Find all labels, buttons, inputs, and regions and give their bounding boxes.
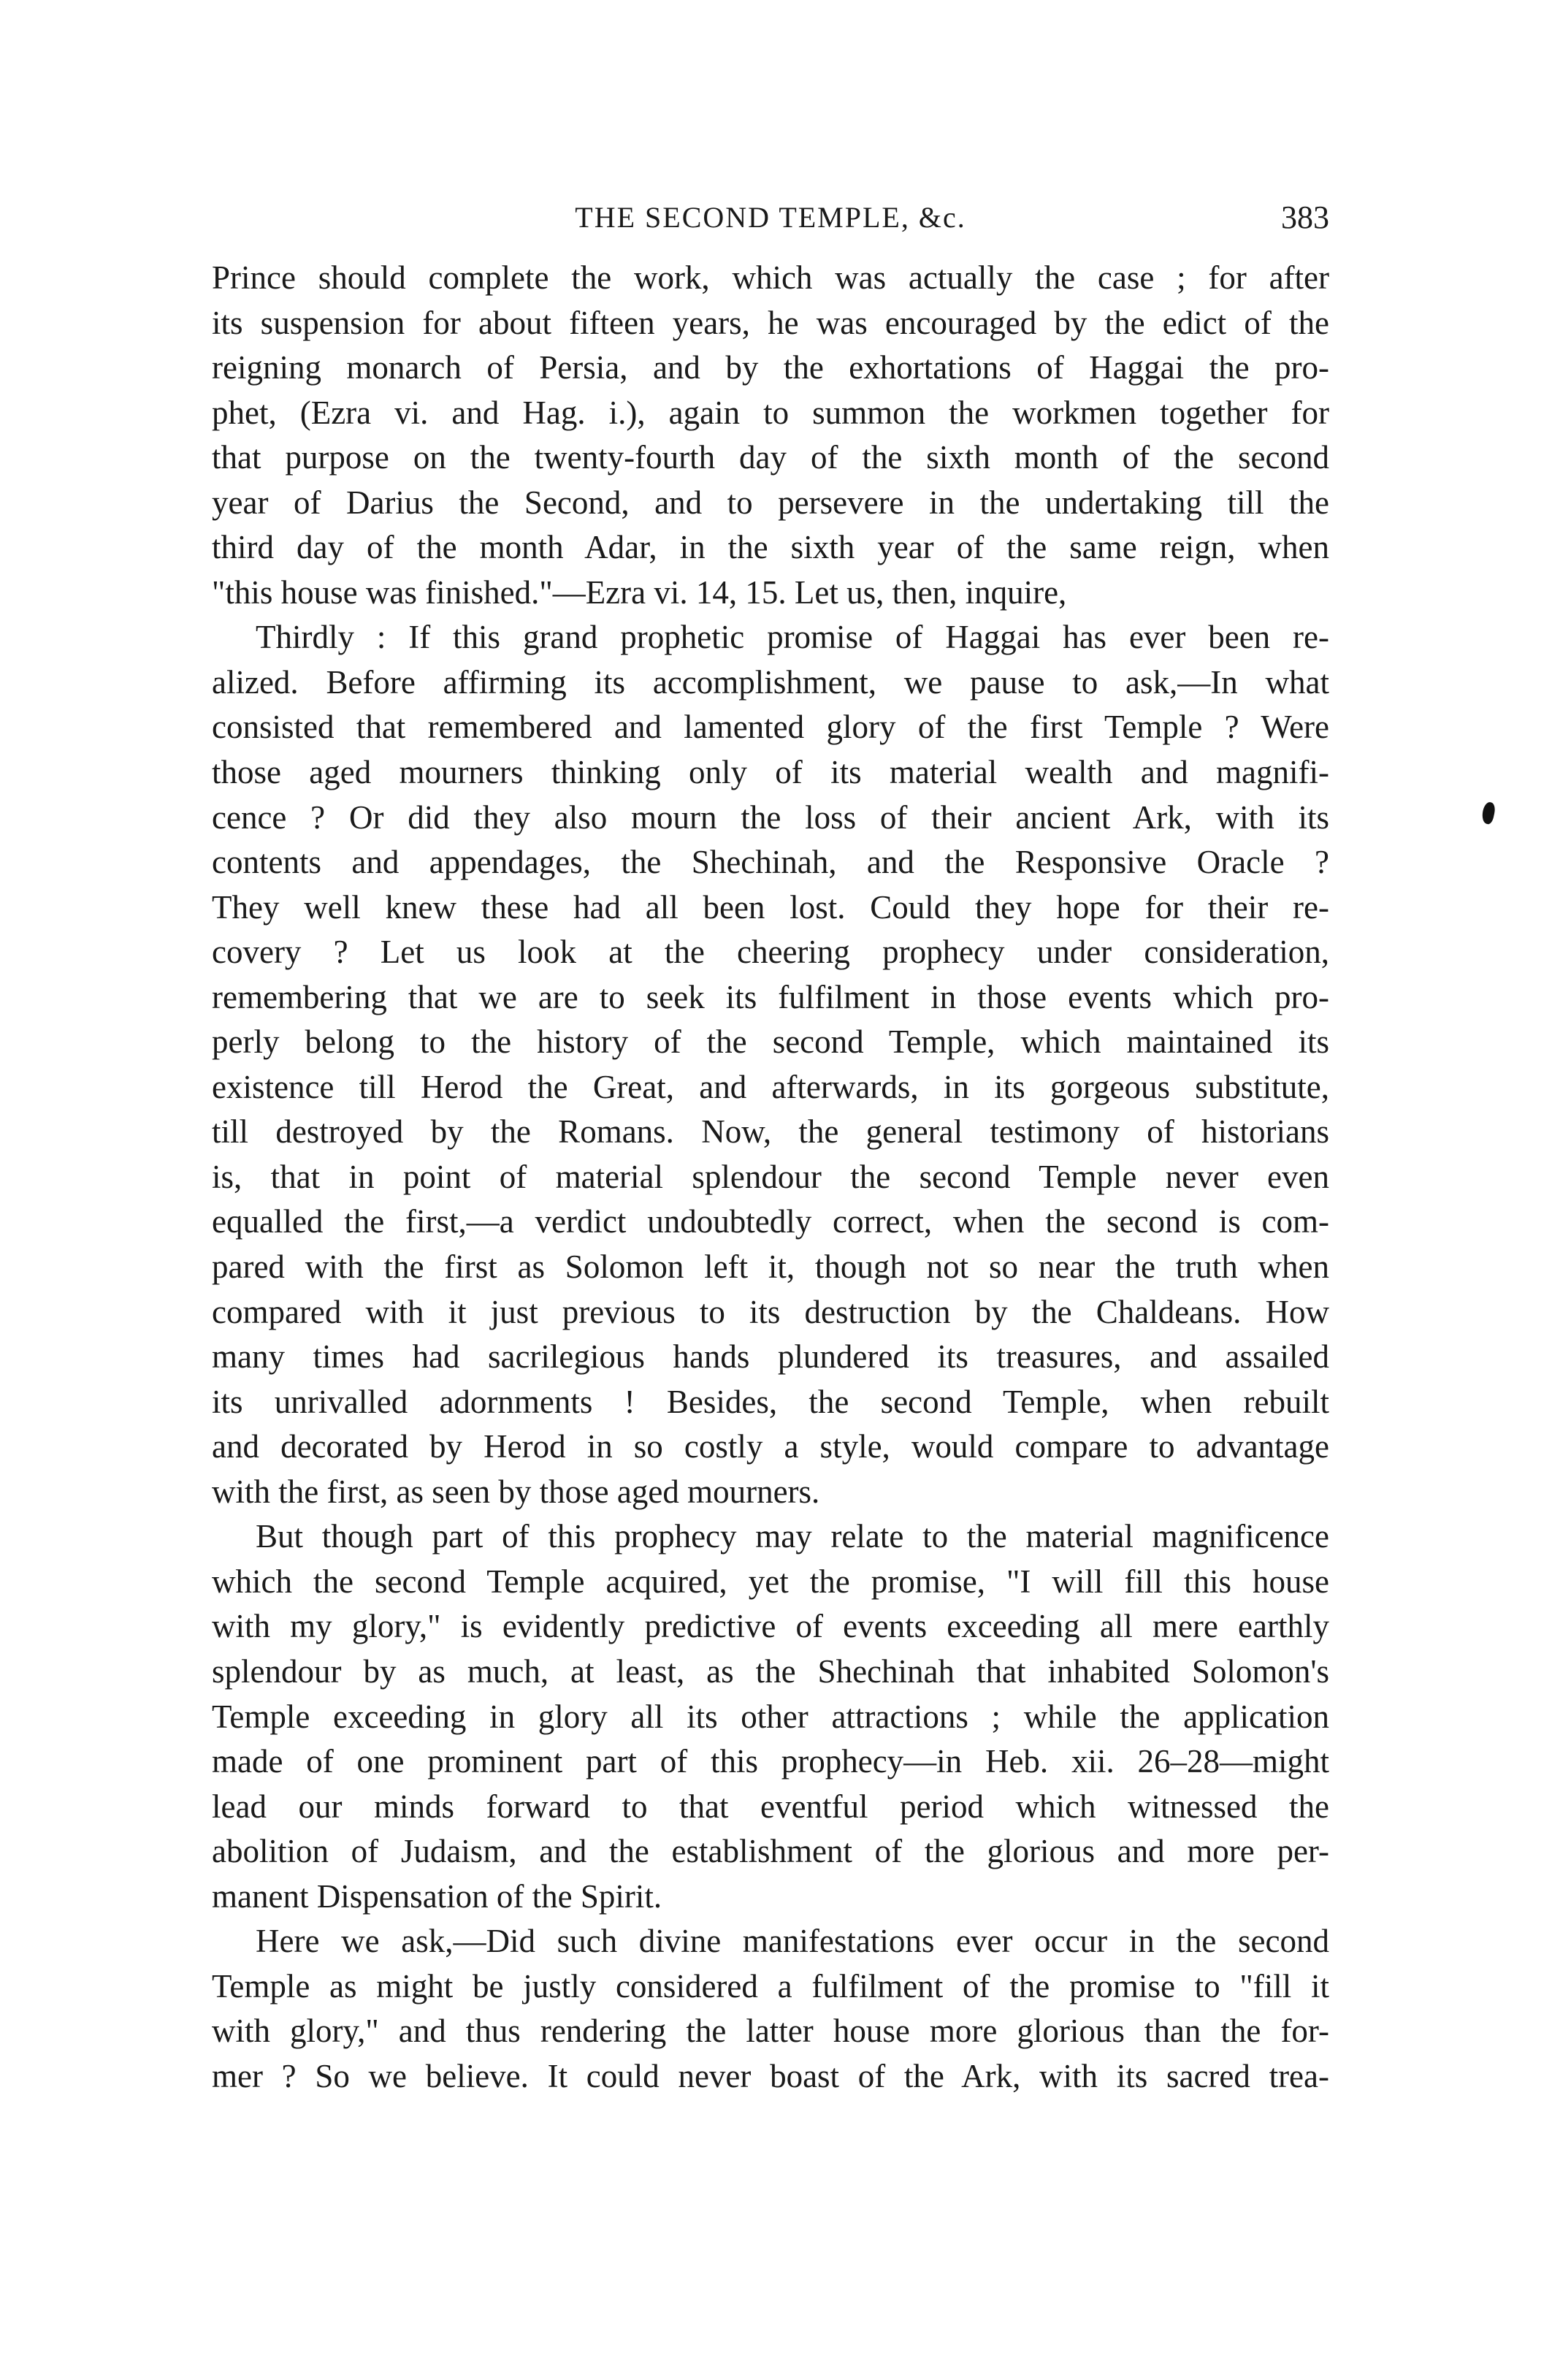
text-line: which the second Temple acquired, yet the promise, "I will fill this house bbox=[212, 1563, 1329, 1600]
text-line: its suspension for about fifteen years, he was encouraged by the edict of the bbox=[212, 304, 1329, 341]
text-line: third day of the month Adar, in the sixth year of the same reign, when bbox=[212, 529, 1329, 566]
page-number: 383 bbox=[1281, 199, 1329, 235]
text-line: They well knew these had all been lost. Could they hope for their re- bbox=[212, 888, 1329, 926]
ink-blot-mark bbox=[1480, 801, 1496, 825]
text-line: reigning monarch of Persia, and by the exhortations of Haggai the pro- bbox=[212, 349, 1329, 386]
text-line: contents and appendages, the Shechinah, and the Responsive Oracle ? bbox=[212, 844, 1329, 881]
text-line: existence till Herod the Great, and afterwards, in its gorgeous substitute, bbox=[212, 1068, 1329, 1105]
text-line: that purpose on the twenty-fourth day of the sixth month of the second bbox=[212, 439, 1329, 476]
text-line: made of one prominent part of this prophecy—in Heb. xii. 26–28—might bbox=[212, 1743, 1329, 1780]
text-line: equalled the first,—a verdict undoubtedly correct, when the second is com- bbox=[212, 1203, 1329, 1240]
running-title: THE SECOND TEMPLE, &c. bbox=[575, 201, 966, 234]
text-line: consisted that remembered and lamented glory of the first Temple ? Were bbox=[212, 709, 1329, 746]
text-line: mer ? So we believe. It could never boast of the Ark, with its sacred trea- bbox=[212, 2057, 1329, 2094]
text-line: cence ? Or did they also mourn the loss of their ancient Ark, with its bbox=[212, 798, 1329, 836]
text-line: perly belong to the history of the second Temple, which maintained its bbox=[212, 1023, 1329, 1061]
text-line: Temple as might be justly considered a fulfilment of the promise to "fill it bbox=[212, 1967, 1329, 2005]
text-line: lead our minds forward to that eventful period which witnessed the bbox=[212, 1788, 1329, 1825]
text-line: But though part of this prophecy may relate to the material magnificence bbox=[256, 1518, 1329, 1555]
text-line: till destroyed by the Romans. Now, the general testimony of historians bbox=[212, 1113, 1329, 1151]
text-line: many times had sacrilegious hands plundered its treasures, and assailed bbox=[212, 1338, 1329, 1376]
text-line: those aged mourners thinking only of its material wealth and magnifi- bbox=[212, 754, 1329, 791]
text-line: year of Darius the Second, and to persevere in the undertaking till the bbox=[212, 484, 1329, 521]
text-line: Here we ask,—Did such divine manifestations ever occur in the second bbox=[256, 1923, 1329, 1960]
text-line: pared with the first as Solomon left it, though not so near the truth when bbox=[212, 1248, 1329, 1286]
text-line: with my glory," is evidently predictive of events exceeding all mere earthly bbox=[212, 1608, 1329, 1645]
text-line: splendour by as much, at least, as the Shechinah that inhabited Solomon's bbox=[212, 1652, 1329, 1690]
text-line: manent Dispensation of the Spirit. bbox=[212, 1877, 662, 1915]
text-line: with glory," and thus rendering the latter house more glorious than the for- bbox=[212, 2013, 1329, 2050]
text-line: with the first, as seen by those aged mourners. bbox=[212, 1473, 820, 1510]
text-line: "this house was finished."—Ezra vi. 14, 15. Let us, then, inquire, bbox=[212, 573, 1067, 611]
running-head bbox=[212, 196, 1329, 240]
text-line: its unrivalled adornments ! Besides, the second Temple, when rebuilt bbox=[212, 1383, 1329, 1420]
text-line: is, that in point of material splendour the second Temple never even bbox=[212, 1158, 1329, 1195]
text-line: covery ? Let us look at the cheering prophecy under consideration, bbox=[212, 934, 1329, 971]
text-line: and decorated by Herod in so costly a style, would compare to advantage bbox=[212, 1428, 1329, 1465]
body-text bbox=[212, 256, 1329, 2099]
text-line: Temple exceeding in glory all its other attractions ; while the application bbox=[212, 1698, 1329, 1735]
text-line: phet, (Ezra vi. and Hag. i.), again to summon the workmen together for bbox=[212, 394, 1329, 431]
text-line: abolition of Judaism, and the establishment of the glorious and more per- bbox=[212, 1833, 1329, 1870]
text-line: remembering that we are to seek its fulfilment in those events which pro- bbox=[212, 978, 1329, 1015]
text-line: Prince should complete the work, which was actually the case ; for after bbox=[212, 259, 1329, 296]
text-line: compared with it just previous to its destruction by the Chaldeans. How bbox=[212, 1293, 1329, 1330]
text-line: Thirdly : If this grand prophetic promise of Haggai has ever been re- bbox=[256, 619, 1329, 656]
text-line: alized. Before affirming its accomplishment, we pause to ask,—In what bbox=[212, 663, 1329, 701]
